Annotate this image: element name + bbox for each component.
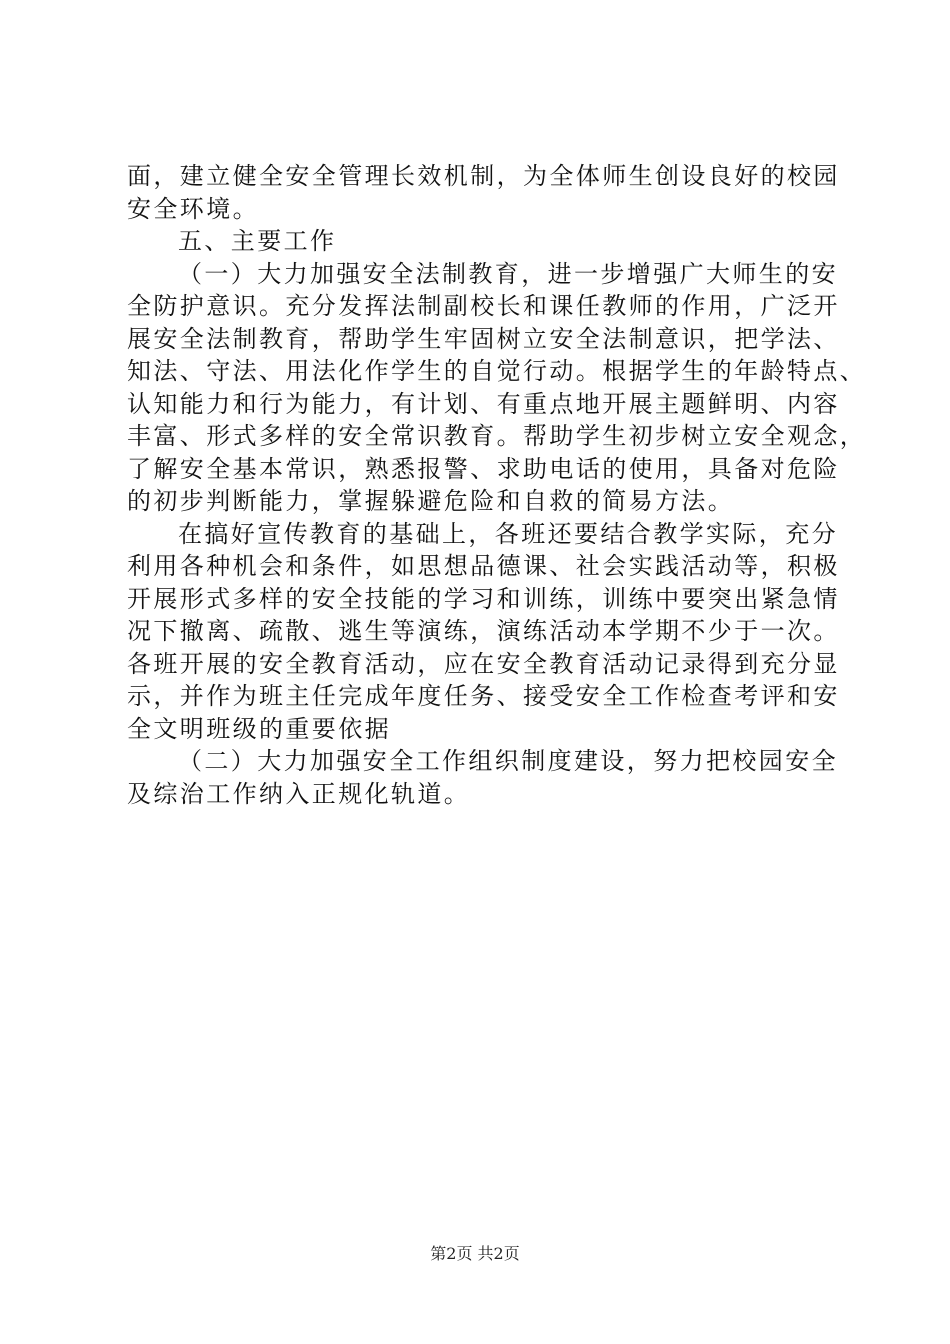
text-line: 面，建立健全安全管理长效机制，为全体师生创设良好的校园 bbox=[127, 162, 840, 190]
text-line: 丰富、形式多样的安全常识教育。帮助学生初步树立安全观念， bbox=[127, 422, 867, 450]
text-line: 了解安全基本常识，熟悉报警、求助电话的使用，具备对危险 bbox=[127, 454, 840, 483]
paragraph-first-line: （二）大力加强安全工作组织制度建设，努力把校园安全 bbox=[178, 747, 838, 775]
page-number-footer: 第2页 共2页 bbox=[430, 1244, 520, 1263]
section-heading: 五、主要工作 bbox=[178, 227, 337, 255]
paragraph-first-line: （一）大力加强安全法制教育，进一步增强广大师生的安 bbox=[178, 259, 838, 288]
text-line: 开展形式多样的安全技能的学习和训练，训练中要突出紧急情 bbox=[127, 584, 840, 613]
text-line: 展安全法制教育，帮助学生牢固树立安全法制意识，把学法、 bbox=[127, 324, 840, 353]
text-line: 安全环境。 bbox=[127, 194, 259, 223]
text-line: 利用各种机会和条件，如思想品德课、社会实践活动等，积极 bbox=[127, 552, 840, 580]
text-line: 况下撤离、疏散、逃生等演练，演练活动本学期不少于一次。 bbox=[127, 617, 840, 645]
paragraph-first-line: 在搞好宣传教育的基础上，各班还要结合教学实际，充分 bbox=[178, 519, 838, 548]
text-line: 各班开展的安全教育活动，应在安全教育活动记录得到充分显 bbox=[127, 649, 840, 678]
text-line: 的初步判断能力，掌握躲避危险和自救的简易方法。 bbox=[127, 487, 735, 515]
document-body bbox=[127, 160, 867, 810]
text-line: 及综治工作纳入正规化轨道。 bbox=[127, 779, 471, 808]
text-line: 认知能力和行为能力，有计划、有重点地开展主题鲜明、内容 bbox=[127, 389, 840, 418]
text-line: 示，并作为班主任完成年度任务、接受安全工作检查考评和安 bbox=[127, 682, 840, 710]
text-line: 知法、守法、用法化作学生的自觉行动。根据学生的年龄特点、 bbox=[127, 357, 867, 385]
text-line: 全防护意识。充分发挥法制副校长和课任教师的作用，广泛开 bbox=[127, 292, 840, 320]
text-line: 全文明班级的重要依据 bbox=[127, 714, 391, 743]
